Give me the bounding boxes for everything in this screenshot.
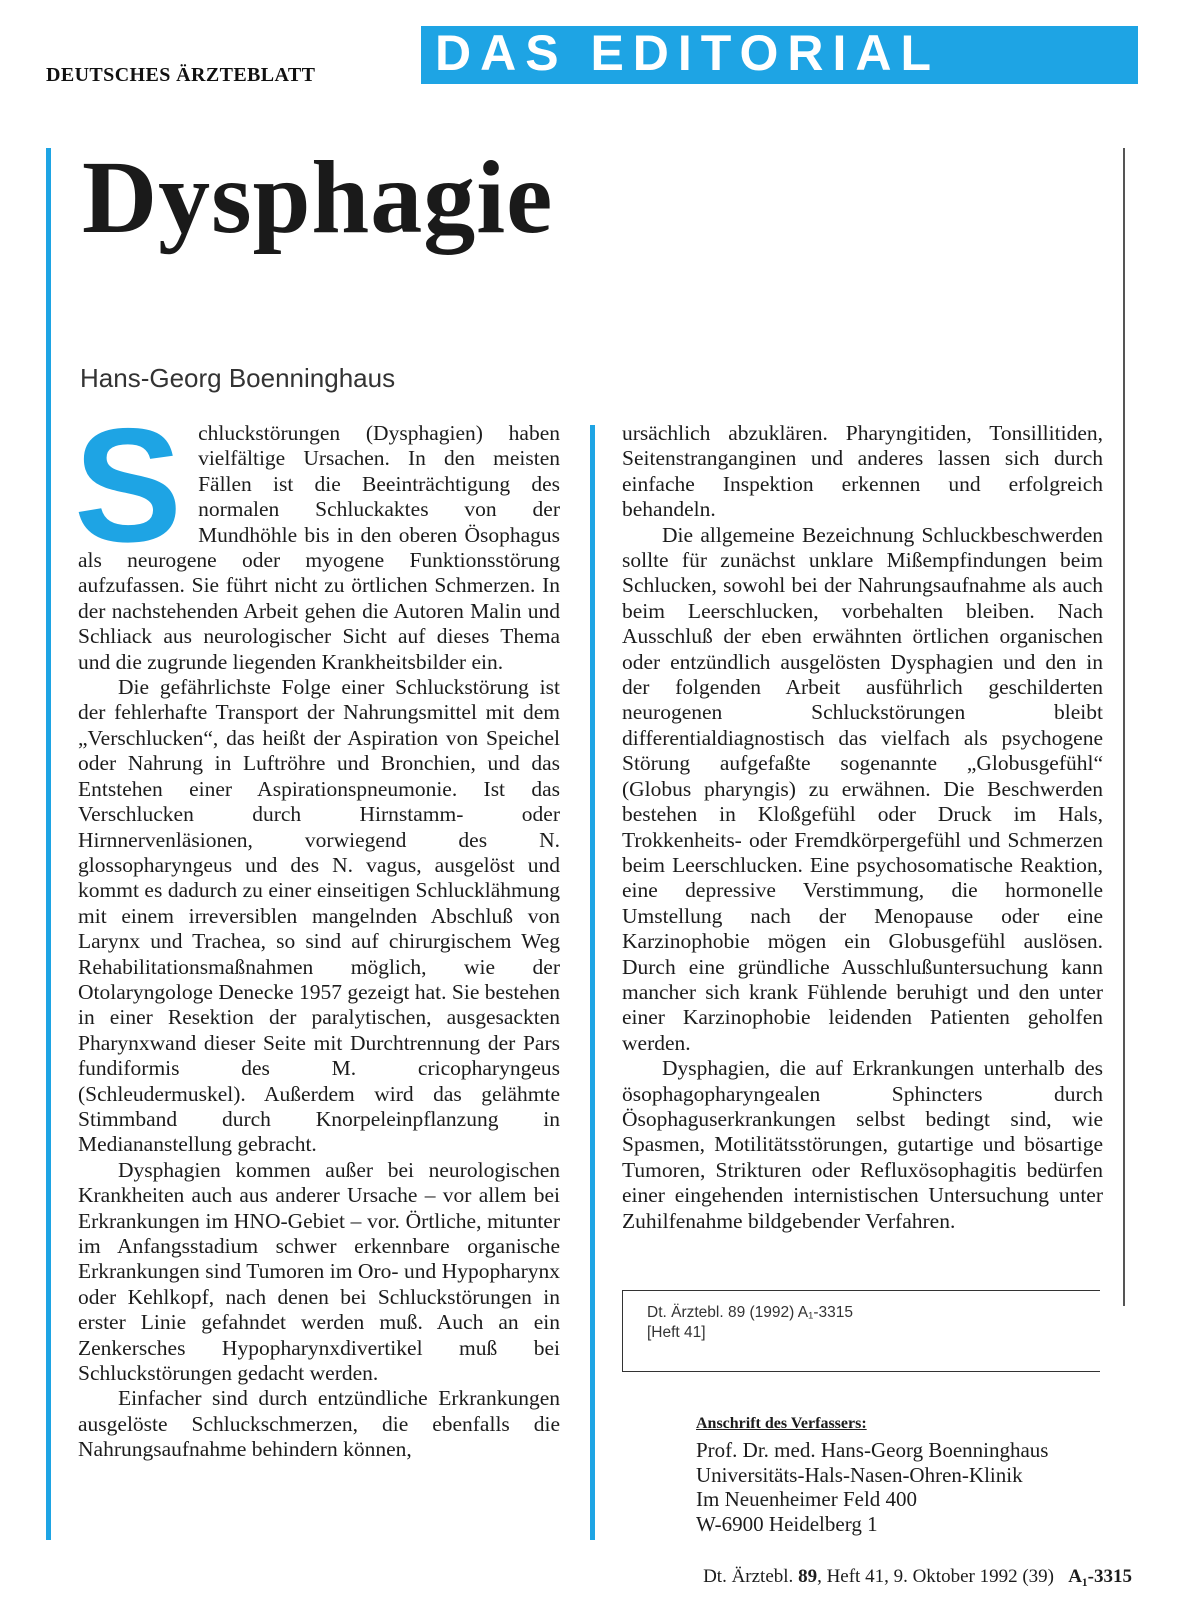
section-banner	[421, 26, 1138, 84]
paragraph: Einfacher sind durch entzündliche Erkrankungen ausgelöste Schluckschmerzen, die ebenfalls die Nahrungsaufnahme behindern können,	[78, 1386, 560, 1462]
paragraph-text: chluckstörungen (Dysphagien) haben vielfältige Ursachen. In den meisten Fällen ist die Beeinträchtigung des normalen Schluckaktes von der Mundhöhle bis in den oberen Ösophagus als neurogene oder myogene Funktionsstörung aufzufassen. Sie führt nicht zu örtlichen Schmerzen. In der nachstehenden Arbeit gehen die Autoren Malin und Schliack aus neurologischer Sicht auf dieses Thema und die zugrunde liegenden Krankheitsbilder ein.	[78, 421, 560, 674]
left-accent-rule	[46, 148, 51, 1540]
body-column-right	[622, 421, 1103, 1234]
footer-issue-date: , Heft 41, 9. Oktober 1992 (39)	[817, 1566, 1054, 1587]
paragraph: Dysphagien, die auf Erkrankungen unterhalb des ösophagopharyngealen Sphincters durch Ösophaguserkrankungen selbst bedingt sind, wie Spasmen, Motilitätsstörungen, gutartige und bösartige Tumoren, Strikturen oder Refluxösophagitis bedürfen einer eingehenden internistischen Untersuchung unter Zuhilfenahme bildgebender Verfahren.	[622, 1056, 1103, 1233]
author-address	[696, 1414, 1116, 1536]
address-line: W-6900 Heidelberg 1	[696, 1511, 878, 1536]
address-heading: Anschrift des Verfassers:	[696, 1415, 867, 1432]
right-edge-rule	[1123, 148, 1125, 1306]
footer-journal: Dt. Ärztebl.	[703, 1566, 794, 1587]
citation-issue: [Heft 41]	[647, 1324, 706, 1341]
address-line: Prof. Dr. med. Hans-Georg Boenninghaus	[696, 1438, 1049, 1462]
citation-text	[647, 1303, 853, 1343]
page-footer	[703, 1566, 1132, 1588]
footer-volume: 89	[798, 1566, 818, 1587]
drop-cap-initial: S	[74, 395, 183, 576]
article-title: Dysphagie	[82, 140, 554, 255]
paragraph: Dysphagien kommen außer bei neurologischen Krankheiten auch aus anderer Ursache – vor allem bei Erkrankungen im HNO-Gebiet – vor. Örtliche, mitunter im Anfangsstadium schwer erkennbare organische Erkrankungen sind Tumoren im Oro- und Hypopharynx oder Kehlkopf, nach denen bei Schluckstörungen in erster Linie gefahndet werden muß. Auch an ein Zenkersches Hypopharynxdivertikel muß bei Schluckstörungen gedacht werden.	[78, 1157, 560, 1386]
article-author: Hans-Georg Boenninghaus	[80, 363, 396, 393]
journal-name: DEUTSCHES ÄRZTEBLATT	[46, 64, 316, 86]
address-line: Universitäts-Hals-Nasen-Ohren-Klinik	[696, 1462, 1023, 1487]
citation-box	[622, 1290, 1100, 1372]
section-label: DAS EDITORIAL	[435, 26, 940, 81]
paragraph: ursächlich abzuklären. Pharyngitiden, Tonsillitiden, Seitenstranganginen und anderes lassen sich durch einfache Inspektion erkennen und erfolgreich behandeln.	[622, 421, 1103, 522]
citation-reference: Dt. Ärztebl. 89 (1992) A₁-3315	[647, 1304, 853, 1321]
column-divider-rule	[590, 425, 595, 1540]
body-column-left	[74, 395, 560, 1463]
paragraph: Die allgemeine Bezeichnung Schluckbeschwerden sollte für zunächst unklare Mißempfindungen beim Schlucken, sowohl bei der Nahrungsaufnahme als auch beim Leerschlucken, vorbehalten bleiben. Nach Ausschluß der eben erwähnten örtlichen organischen oder entzündlich ausgelösten Dysphagien und den in der folgenden Arbeit ausführlich geschilderten neurogenen Schluckstörungen bleibt differentialdiagnostisch das vielfach als psychogene Störung aufgefaßte sogenannte „Globusgefühl“ (Globus pharyngis) zu erwähnen. Die Beschwerden bestehen in Kloßgefühl oder Druck im Hals, Trokkenheits- oder Fremdkörpergefühl und Schmerzen beim Leerschlucken. Eine psychosomatische Reaktion, eine depressive Verstimmung, die hormonelle Umstellung nach der Menopause oder eine Karzinophobie mögen ein Globusgefühl auslösen. Durch eine gründliche Ausschlußuntersuchung kann mancher sich krank Fühlende beruhigt und den unter einer Karzinophobie leidenden Patienten geholfen werden.	[622, 522, 1103, 1055]
paragraph: Die gefährlichste Folge einer Schluckstörung ist der fehlerhafte Transport der Nahrungsmittel mit dem „Verschlucken“, das heißt der Aspiration von Speichel oder Nahrung in Luftröhre und Bronchien, und das Entstehen einer Aspirationspneumonie. Ist das Verschlucken durch Hirnstamm- oder Hirnnervenläsionen, vorwiegend des N. glossopharyngeus und des N. vagus, ausgelöst und kommt es dadurch zu einer einseitigen Schlucklähmung mit einem irreversiblen mangelnden Abschluß von Larynx und Trachea, so sind auf chirurgischem Weg Rehabilitationsmaßnahmen möglich, wie der Otolaryngologe Denecke 1957 gezeigt hat. Sie bestehen in einer Resektion der paralytischen, ausgesackten Pharynxwand dieser Seite mit Durchtrennung der Pars fundiformis des M. cricopharyngeus (Schleudermuskel). Außerdem wird das gelähmte Stimmband durch Knorpeleinpflanzung in Mediananstellung gebracht.	[78, 675, 560, 1157]
footer-page-number: A₁-3315	[1068, 1566, 1132, 1587]
address-line: Im Neuenheimer Feld 400	[696, 1487, 918, 1512]
paragraph	[74, 395, 560, 675]
